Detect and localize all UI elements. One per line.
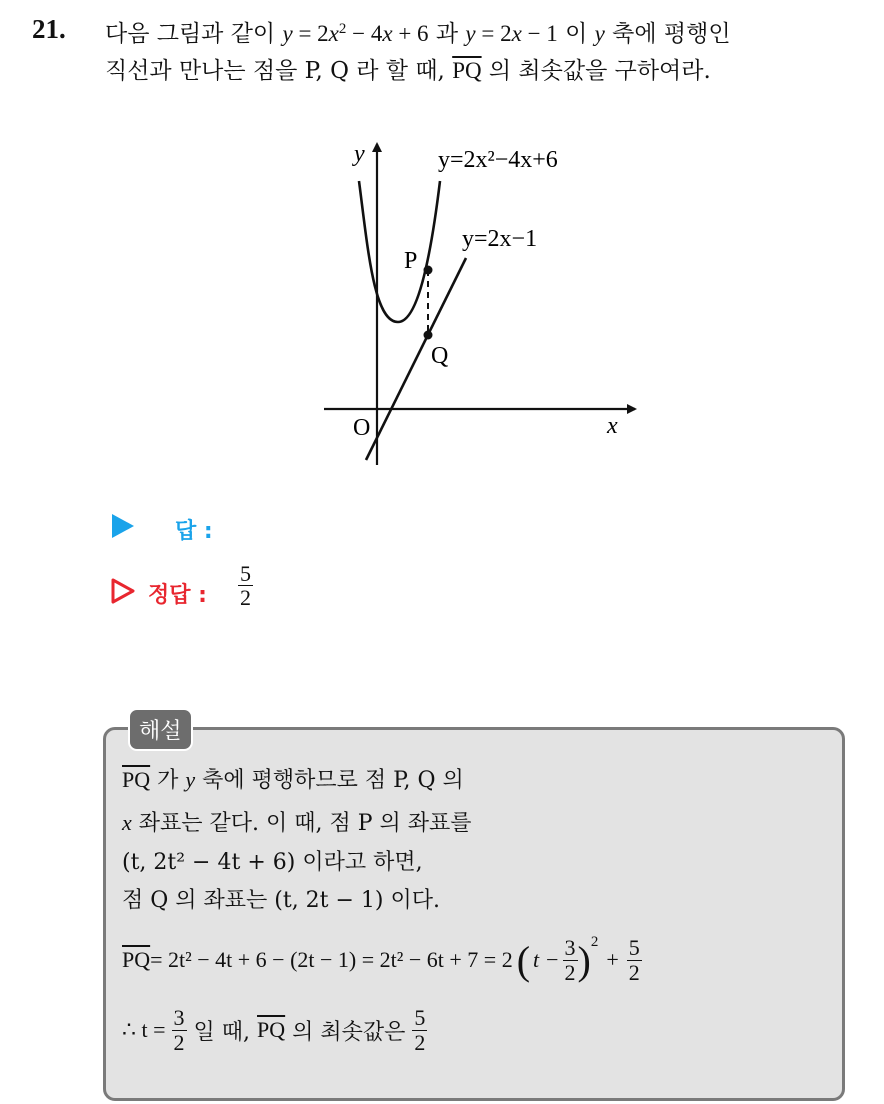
math-text: = 2 <box>292 21 329 46</box>
math-var: x <box>382 21 393 46</box>
line-label: y=2x−1 <box>462 226 538 252</box>
math-var: y <box>465 21 476 46</box>
paren-close: ) <box>577 937 591 983</box>
problem-text: 축에 평행인 <box>604 21 731 47</box>
fraction-denominator: 2 <box>564 959 576 985</box>
correct-answer-label: 정답 : <box>148 583 207 608</box>
solution-math: + <box>606 947 619 972</box>
x-axis-label: x <box>607 413 618 439</box>
answer-label: 답 : <box>175 519 213 544</box>
problem-line-1 <box>105 15 731 48</box>
math-text: − 4 <box>346 21 383 46</box>
point-p-label: P <box>404 248 418 274</box>
fraction-denominator: 2 <box>628 959 640 985</box>
solution-math: ∴ t = <box>122 1017 166 1042</box>
segment-pq: $\overline{PQ}$ <box>257 1017 286 1042</box>
problem-text: 이 <box>557 21 595 47</box>
solution-text: 일 때, <box>186 1019 258 1045</box>
solution-line-3: (t, 2t² − 4t + 6) 이라고 하면, <box>122 850 423 875</box>
solution-math: = 2t² − 4t + 6 − (2t − 1) = 2t² − 6t + 7 = 2 <box>150 947 513 972</box>
math-var: y <box>282 21 293 46</box>
math-text: = 2 <box>475 21 512 46</box>
math-exponent: 2 <box>590 934 599 950</box>
solution-text: 축에 평행하므로 점 P, Q 의 <box>195 768 464 793</box>
problem-text: 과 <box>428 21 466 47</box>
fraction-numerator: 5 <box>414 1005 426 1031</box>
correct-answer-arrow-icon <box>110 577 136 605</box>
fraction-denominator: 2 <box>240 585 251 611</box>
problem-line-2 <box>105 52 711 85</box>
problem-text: 의 최솟값을 구하여라. <box>481 58 711 84</box>
y-axis-label: y <box>354 141 365 167</box>
fraction-denominator: 2 <box>173 1029 185 1055</box>
paren-open: ( <box>516 937 531 983</box>
solution-math: t − <box>533 947 560 972</box>
math-text: − 1 <box>521 21 558 46</box>
math-exponent: 2 <box>338 20 347 37</box>
solution-line-4: 점 Q 의 좌표는 (t, 2t − 1) 이다. <box>122 888 441 913</box>
problem-text: 다음 그림과 같이 <box>105 21 283 47</box>
parabola-label: y=2x²−4x+6 <box>438 147 558 173</box>
fraction-denominator: 2 <box>414 1029 426 1055</box>
point-p <box>424 266 433 275</box>
math-text: + 6 <box>392 21 429 46</box>
problem-text: 직선과 만나는 점을 P, Q 라 할 때, <box>105 58 453 84</box>
math-var: x <box>122 810 132 835</box>
solution-line-6 <box>122 1000 427 1060</box>
segment-pq: $\overline{PQ}$ <box>122 947 151 972</box>
point-q-label: Q <box>431 343 449 369</box>
solution-text: 좌표는 같다. 이 때, 점 P 의 좌표를 <box>131 811 472 836</box>
fraction-numerator: 3 <box>173 1005 185 1031</box>
answer-arrow-icon <box>112 514 134 538</box>
math-var: x <box>511 21 522 46</box>
fraction-3-2 <box>563 936 578 983</box>
solution-tag: 해설 <box>128 708 193 751</box>
origin-label: O <box>353 415 371 441</box>
correct-answer-fraction <box>238 562 253 609</box>
segment-pq: $\overline{PQ}$ <box>452 58 482 83</box>
solution-text: 가 <box>150 768 186 793</box>
solution-line-5 <box>122 930 642 990</box>
math-var: y <box>185 767 196 792</box>
solution-line-1 <box>122 763 464 794</box>
fraction-5-2 <box>412 1006 427 1053</box>
fraction-5-2 <box>627 936 642 983</box>
solution-text: 의 최솟값은 <box>285 1019 413 1045</box>
segment-pq: $\overline{PQ}$ <box>122 767 151 792</box>
fraction-numerator: 5 <box>628 935 640 961</box>
solution-line-2 <box>122 806 472 837</box>
fraction-numerator: 3 <box>564 935 576 961</box>
point-q <box>424 331 433 340</box>
line-graph <box>366 258 466 460</box>
math-var: x <box>328 21 339 46</box>
fraction-3-2 <box>172 1006 187 1053</box>
math-var: y <box>594 21 605 46</box>
problem-number: 21. <box>32 14 66 44</box>
fraction-numerator: 5 <box>240 561 251 586</box>
parabola-curve <box>359 181 440 322</box>
graph-figure <box>310 130 650 470</box>
